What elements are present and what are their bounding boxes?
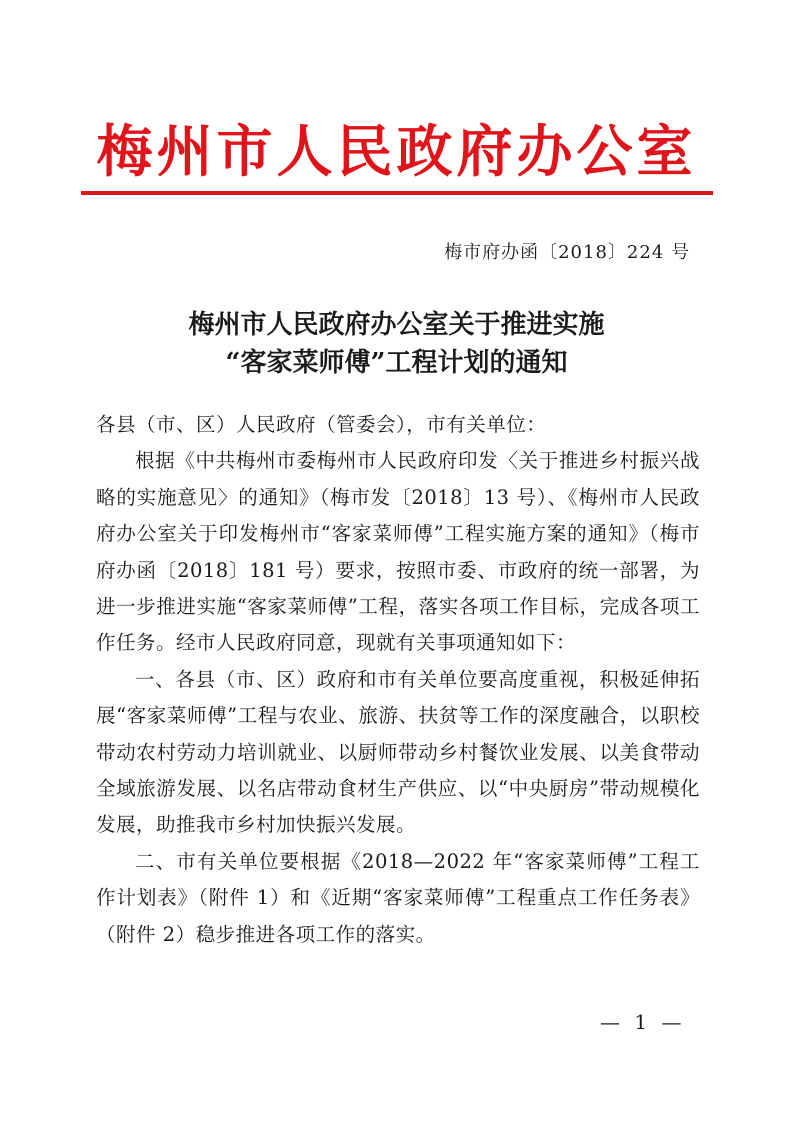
page-number: — 1 — [600, 1010, 686, 1034]
document-body [96, 407, 700, 953]
red-divider-line [81, 191, 713, 195]
salutation: 各县（市、区）人民政府（管委会），市有关单位： [96, 413, 547, 436]
document-number: 梅市府办函〔2018〕224 号 [444, 242, 690, 263]
document-title-line-1: 梅州市人民政府办公室关于推进实施 [188, 310, 605, 340]
paragraph: 根据《中共梅州市委梅州市人民政府印发〈关于推进乡村振兴战略的实施意见〉的通知》（梅市发〔2018〕13 号）、《梅州市人民政府办公室关于印发梅州市“客家菜师傅”工程实施方案的通知》（梅市府办函〔2018〕181 号）要求，按照市委、市政府的统一部署，为进一步推进实施“客家菜师傅”工程，落实各项工作目标，完成各项工作任务。经市人民政府同意，现就有关事项通知如下： [96, 449, 700, 655]
document-title-line-2: “客家菜师傅”工程计划的通知 [225, 348, 568, 378]
masthead-title: 梅州市人民政府办公室 [96, 119, 697, 185]
paragraph: 二、市有关单位要根据《2018—2022 年“客家菜师傅”工程工作计划表》（附件 1）和《近期“客家菜师傅”工程重点工作任务表》（附件 2）稳步推进各项工作的落实。 [96, 849, 700, 946]
paragraph: 一、各县（市、区）政府和市有关单位要高度重视，积极延伸拓展“客家菜师傅”工程与农业、旅游、扶贫等工作的深度融合，以职校带动农村劳动力培训就业、以厨师带动乡村餐饮业发展、以美食带动全域旅游发展、以名店带动食材生产供应、以“中央厨房”带动规模化发展，助推我市乡村加快振兴发展。 [96, 667, 700, 837]
